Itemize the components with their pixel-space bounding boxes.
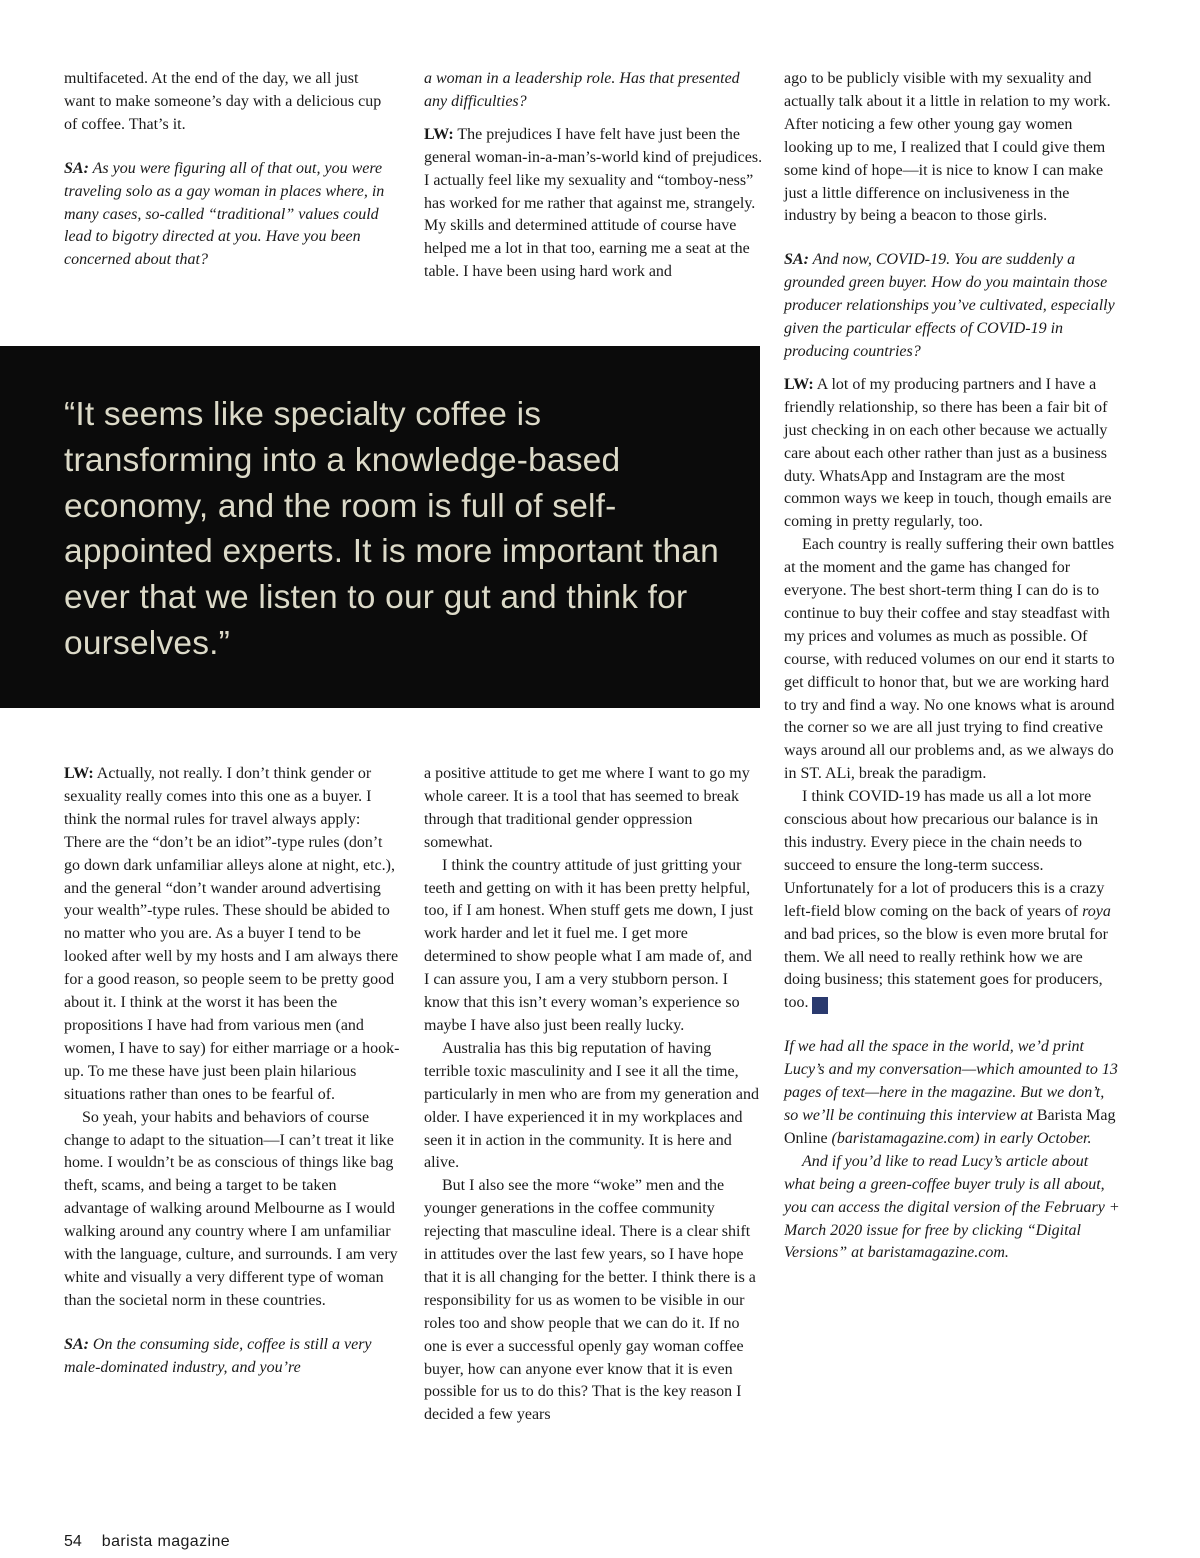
paragraph: multifaceted. At the end of the day, we all just want to make someone’s day with a delicious cup of coffee. That’s it. [64,70,382,133]
speaker-label: SA: [64,159,89,177]
page-number: 54 [64,1533,82,1550]
question-sa [784,249,1122,364]
text-run: If we had all the space in the world, we’d print Lucy’s and my conversation—which amounted to 13 pages of text—here in the magazine. But we don’t, so we’ll be continuing this interview at [784,1038,1118,1124]
answer-lw [784,374,1122,534]
text-run: I think COVID-19 has made us all a lot more conscious about how precarious our balance is in this industry. Every piece in the chain needs to succeed to ensure the long-term success. Unfortunately for a lot of producers this is a crazy left-field blow coming on the back of years of [784,788,1105,920]
paragraph: I think the country attitude of just gritting your teeth and getting on with it has been pretty helpful, too, if I am honest. When stuff gets me down, I just work harder and let it fuel me. I get more determined to show people what I am made of, and I can assure you, I am a very stubborn person. I know that this isn’t every woman’s experience so maybe I have also just been really lucky. [424,856,754,1034]
column-1-bottom [64,763,400,1380]
question-continuation: a woman in a leadership role. Has that presented any difficulties? [424,70,740,110]
question-text: And now, COVID-19. You are suddenly a grounded green buyer. How do you maintain those producer relationships you’ve cultivated, especially given the particular effects of COVID-19 in producing countries? [784,251,1115,360]
paragraph [784,786,1122,1015]
column-3 [784,68,1122,1265]
speaker-label: LW: [424,125,454,143]
italic-term: roya [1082,902,1111,920]
answer-text: The prejudices I have felt have just been the general woman-in-a-man’s-world kind of prejudices. I actually feel like my sexuality and “tomboy-ness” has worked for me rather that against me, strangely. My skills and determined attitude of course have helped me a lot in that too, earning me a seat at the table. I have been using hard work and [424,125,763,281]
paragraph: Each country is really suffering their own battles at the moment and the game has changed for everyone. The best short-term thing I can do is to continue to buy their coffee and stay steadfast with my prices and volumes as much as possible. Of course, with reduced volumes on our end it starts to get difficult to honor that, but we are working hard to try and find a way. No one knows what is around the corner so we are all just trying to find creative ways around all our problems and, as we always do in ST. ALi, break the paradigm. [784,536,1115,783]
answer-text: Actually, not really. I don’t think gender or sexuality really comes into this one as a buyer. I think the normal rules for travel always apply: There are the “don’t be an idiot”-type rules (don’t go down dark unfamiliar alleys alone at night, etc.), and the general “don’t wander around advertising your wealth”-type rules. These should be abided to no matter who you are. As a buyer I tend to be looked after well by my hosts and I am always there for a good reason, so people seem to be pretty good about it. I think at the worst it has been the propositions I have had from various men (and women, I have to say) for either marriage or a hook-up. To me these have just been plain hilarious situations rather than ones to be fearful of. [64,765,400,1103]
question-text: On the consuming side, coffee is still a very male-dominated industry, and you’re [64,1335,372,1376]
pull-quote: “It seems like specialty coffee is transforming into a knowledge-based economy, and the room is full of self-appointed experts. It is more important than ever that we listen to our gut and think for ourselves.” [64,396,719,662]
page-footer [64,1533,230,1551]
paragraph: So yeah, your habits and behaviors of course change to adapt to the situation—I can’t treat it like home. I wouldn’t be as conscious of things like bag theft, scams, and being a target to be taken advantage of walking around Melbourne as I would walking around any country where I am unfamiliar with the language, culture, and surrounds. I am very white and visually a very different type of woman than the societal norm in these countries. [64,1108,398,1309]
magazine-name: barista magazine [101,1533,231,1550]
text-run: (baristamagazine.com) in early October. [827,1129,1092,1147]
text-run: and bad prices, so the blow is even more brutal for them. We all need to really rethink how we are doing business; this statement goes for producers, too. [784,925,1108,1012]
column-1-top [64,68,392,272]
paragraph: But I also see the more “woke” men and the younger generations in the coffee community rejecting that masculine ideal. There is a clear shift in attitudes over the last few years, so I have hope that it is all changing for the better. I think there is a responsibility for us as women to be visible in our roles too and show people that we can do it. If no one is ever a successful openly gay woman coffee buyer, how can anyone ever know that it is even possible for us to do this? That is the key reason I decided a few years [424,1177,756,1424]
editor-note: And if you’d like to read Lucy’s article about what being a green-coffee buyer truly is all about, you can access the digital version of the February + March 2020 issue for free by clicking “Digital Versions” at baristamagazine.com. [784,1152,1120,1262]
column-2-top [424,68,764,284]
speaker-label: LW: [64,765,94,782]
speaker-label: LW: [784,375,814,393]
end-of-article-mark: b [812,997,828,1014]
question-sa [64,158,392,273]
paragraph: a positive attitude to get me where I want to go my whole career. It is a tool that has seemed to break through that traditional gender oppression somewhat. [424,765,750,851]
paragraph: Australia has this big reputation of having terrible toxic masculinity and I see it all the time, particularly in men who are from my generation and older. I have experienced it in my workplaces and seen it in action in the community. It is here and alive. [424,1039,759,1172]
editor-note [784,1036,1122,1151]
publication-name: Barista Mag Online [784,1106,1116,1147]
pull-quote-box [0,346,760,708]
column-2-bottom [424,763,760,1427]
answer-lw [64,763,400,1107]
paragraph: ago to be publicly visible with my sexuality and actually talk about it a little in relation to my work. After noticing a few other young gay women looking up to me, I realized that I could give them some kind of hope—it is nice to know I can make just a little difference on inclusiveness in the industry by being a beacon to those girls. [784,70,1111,225]
speaker-label: SA: [784,251,809,269]
question-text: As you were figuring all of that out, you were traveling solo as a gay woman in places where, in many cases, so-called “traditional” values could lead to bigotry directed at you. Have you been concerned about that? [64,159,385,269]
speaker-label: SA: [64,1335,89,1353]
answer-text: A lot of my producing partners and I have a friendly relationship, so there has been a fair bit of just checking in on each other because we actually care about each other rather than just as a business duty. WhatsApp and Instagram are the most common ways we keep in touch, though emails are coming in pretty regularly, too. [784,375,1112,531]
question-sa [64,1334,400,1380]
answer-lw [424,124,764,284]
